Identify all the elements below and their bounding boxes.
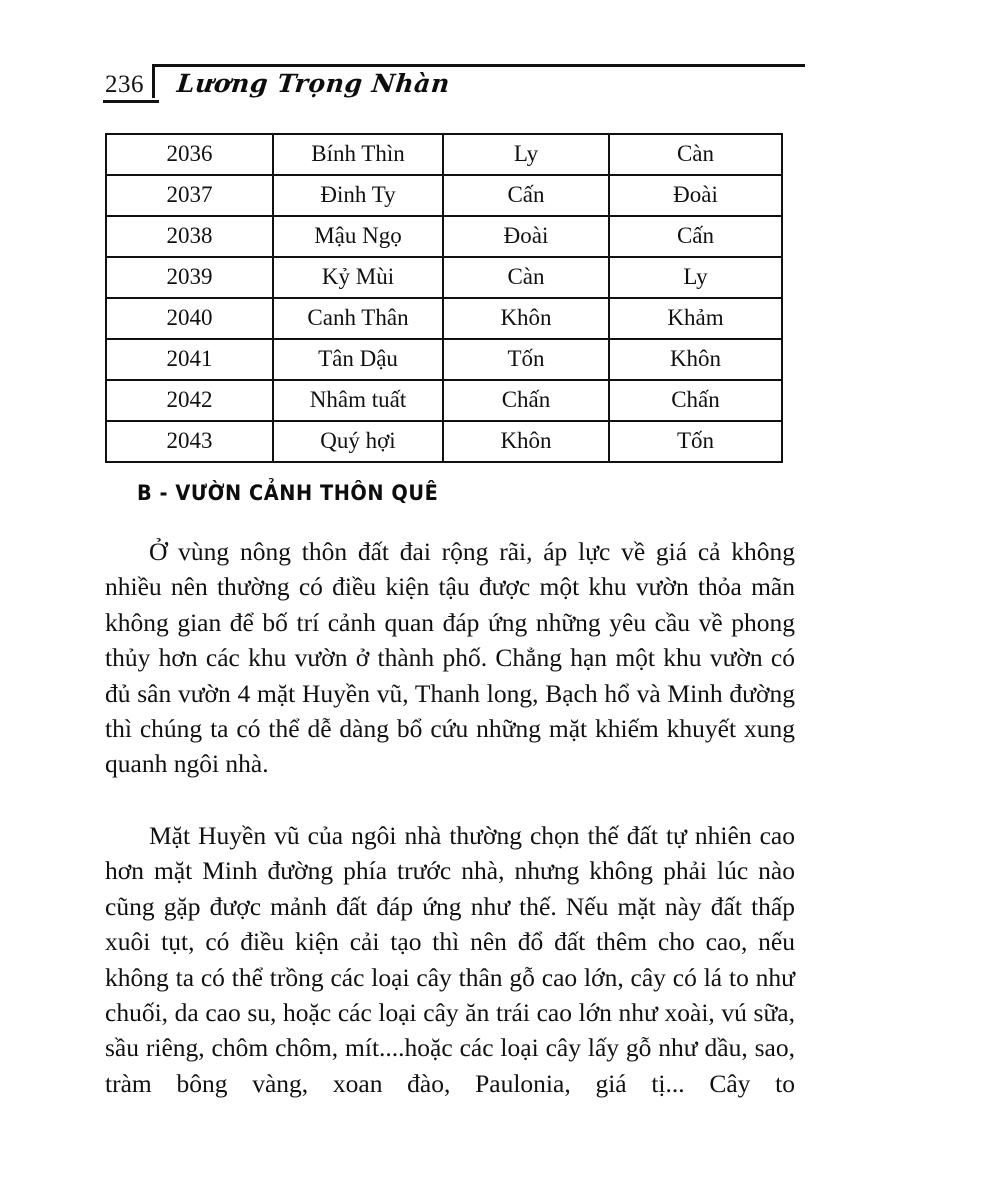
cell-can-chi: Đinh Ty — [273, 175, 443, 216]
cell-cung-2: Càn — [609, 134, 782, 175]
paragraph: Mặt Huyền vũ của ngôi nhà thường chọn thế đất tự nhiên cao hơn mặt Minh đường phía trước nhà, nhưng không phải lúc nào cũng gặp được mảnh đất đáp ứng như thế. Nếu mặt này đất thấp xuôi tụt, có điều kiện cải tạo thì nên đổ đất thêm cho cao, nếu không ta có thể trồng các loại cây thân gỗ cao lớn, cây có lá to như chuối, da cao su, hoặc các loại cây ăn trái cao lớn như xoài, vú sữa, sầu riêng, chôm chôm, mít....hoặc các loại cây lấy gỗ như dầu, sao, tràm bông vàng, xoan đào, Paulonia, giá tị... Cây to — [105, 821, 795, 1098]
header-rule-vertical-stub — [152, 64, 155, 98]
cell-can-chi: Mậu Ngọ — [273, 216, 443, 257]
cell-cung-2: Đoài — [609, 175, 782, 216]
body-paragraph-block-2 — [105, 818, 795, 1137]
cell-year: 2036 — [106, 134, 273, 175]
cell-year: 2042 — [106, 380, 273, 421]
cell-cung-1: Ly — [443, 134, 609, 175]
table-row — [106, 175, 782, 216]
table-row — [106, 134, 782, 175]
cell-cung-2: Chấn — [609, 380, 782, 421]
cell-cung-1: Chấn — [443, 380, 609, 421]
cell-can-chi: Bính Thìn — [273, 134, 443, 175]
cell-year: 2040 — [106, 298, 273, 339]
calendar-table — [105, 133, 783, 463]
cell-cung-2: Tốn — [609, 421, 782, 462]
cell-cung-2: Ly — [609, 257, 782, 298]
table-row — [106, 298, 782, 339]
header-rule-horizontal — [152, 64, 805, 67]
page-number-underline — [103, 100, 159, 103]
header-author-name: Lương Trọng Nhàn — [175, 69, 452, 98]
running-head — [105, 62, 805, 114]
table-row — [106, 339, 782, 380]
cell-can-chi: Kỷ Mùi — [273, 257, 443, 298]
cell-can-chi: Canh Thân — [273, 298, 443, 339]
page-number: 236 — [105, 71, 144, 98]
body-paragraph-block-1 — [105, 534, 795, 782]
cell-cung-2: Khảm — [609, 298, 782, 339]
cell-cung-1: Càn — [443, 257, 609, 298]
calendar-table-body — [106, 134, 782, 462]
cell-cung-1: Tốn — [443, 339, 609, 380]
section-heading: B - VƯỜN CẢNH THÔN QUÊ — [137, 481, 439, 505]
paragraph: Ở vùng nông thôn đất đai rộng rãi, áp lực về giá cả không nhiều nên thường có điều kiện tậu được một khu vườn thỏa mãn không gian để bố trí cảnh quan đáp ứng những yêu cầu về phong thủy hơn các khu vườn ở thành phố. Chẳng hạn một khu vườn có đủ sân vườn 4 mặt Huyền vũ, Thanh long, Bạch hổ và Minh đường thì chúng ta có thể dễ dàng bổ cứu những mặt khiếm khuyết xung quanh ngôi nhà. — [105, 537, 795, 779]
table-row — [106, 257, 782, 298]
cell-cung-2: Khôn — [609, 339, 782, 380]
cell-year: 2039 — [106, 257, 273, 298]
table-row — [106, 421, 782, 462]
table-row — [106, 216, 782, 257]
table-row — [106, 380, 782, 421]
cell-year: 2038 — [106, 216, 273, 257]
cell-cung-1: Khôn — [443, 421, 609, 462]
cell-cung-1: Khôn — [443, 298, 609, 339]
cell-cung-2: Cấn — [609, 216, 782, 257]
cell-cung-1: Cấn — [443, 175, 609, 216]
cell-can-chi: Tân Dậu — [273, 339, 443, 380]
cell-cung-1: Đoài — [443, 216, 609, 257]
cell-can-chi: Nhâm tuất — [273, 380, 443, 421]
cell-year: 2041 — [106, 339, 273, 380]
cell-year: 2043 — [106, 421, 273, 462]
cell-can-chi: Quý hợi — [273, 421, 443, 462]
cell-year: 2037 — [106, 175, 273, 216]
